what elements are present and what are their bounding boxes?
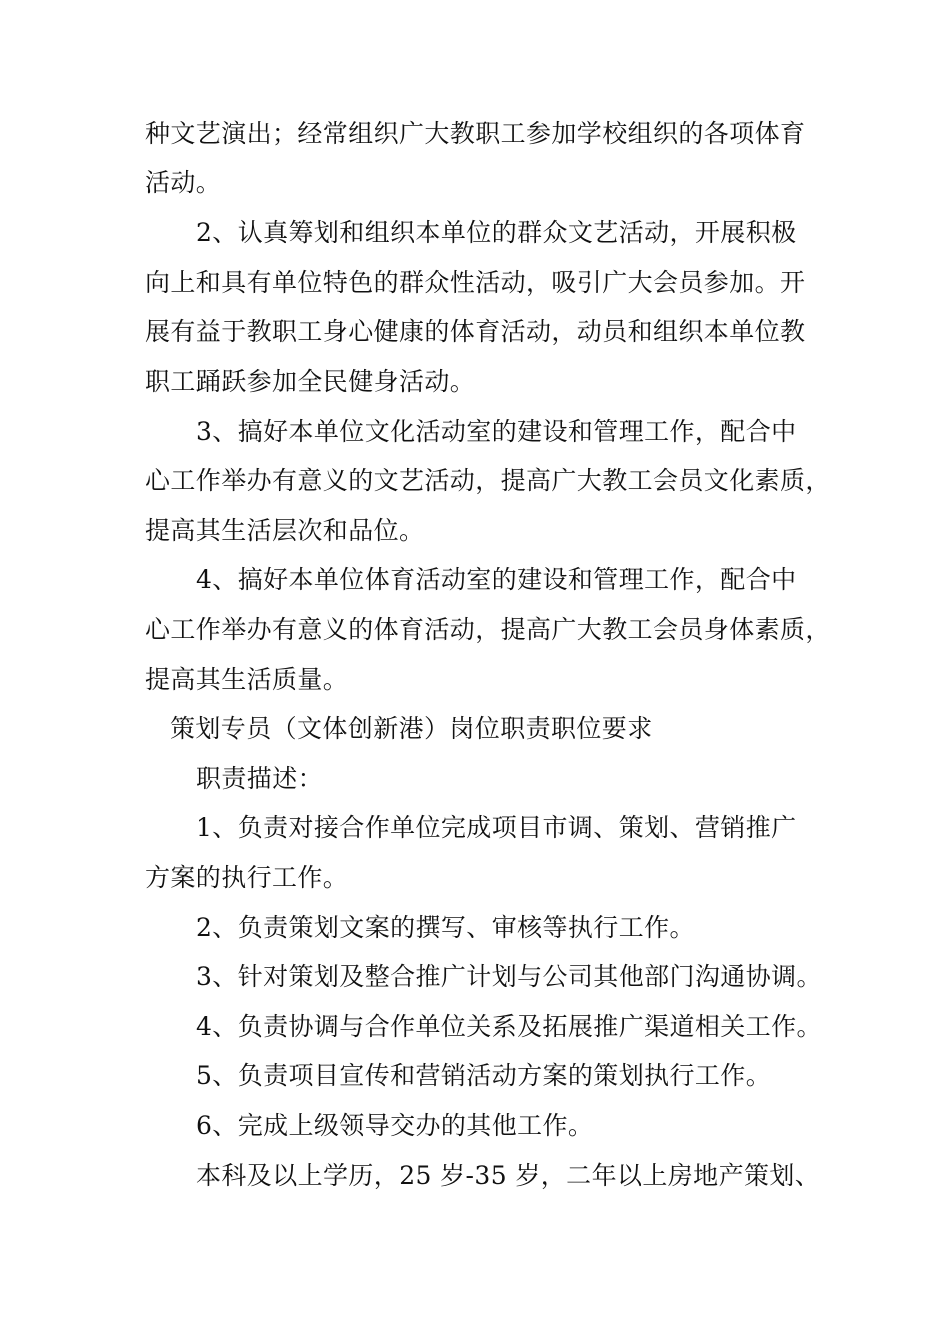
paragraph-line: 活动。 [145,168,222,197]
paragraph-line: 向上和具有单位特色的群众性活动，吸引广大会员参加。开 [145,268,806,297]
section-heading: 策划专员（文体创新港）岗位职责职位要求 [170,714,653,743]
paragraph-line: 6、完成上级领导交办的其他工作。 [196,1111,594,1140]
paragraph-line: 方案的执行工作。 [145,863,349,892]
paragraph-line: 2、负责策划文案的撰写、审核等执行工作。 [196,913,695,942]
paragraph-line: 2、认真筹划和组织本单位的群众文艺活动，开展积极 [196,218,797,247]
paragraph-line: 心工作举办有意义的体育活动，提高广大教工会员身体素质， [145,615,831,644]
paragraph-line: 4、负责协调与合作单位关系及拓展推广渠道相关工作。 [196,1012,822,1041]
paragraph-line: 心工作举办有意义的文艺活动，提高广大教工会员文化素质， [145,466,831,495]
paragraph-line: 职责描述： [196,764,324,793]
paragraph-line: 3、搞好本单位文化活动室的建设和管理工作，配合中 [196,417,797,446]
paragraph-line: 种文艺演出；经常组织广大教职工参加学校组织的各项体育 [145,119,806,148]
paragraph-line: 1、负责对接合作单位完成项目市调、策划、营销推广 [196,813,797,842]
paragraph-line: 提高其生活层次和品位。 [145,516,425,545]
paragraph-line: 本科及以上学历，25 岁-35 岁，二年以上房地产策划、 [196,1161,821,1190]
paragraph-line: 职工踊跃参加全民健身活动。 [145,367,476,396]
paragraph-line: 4、搞好本单位体育活动室的建设和管理工作，配合中 [196,565,797,594]
paragraph-line: 提高其生活质量。 [145,665,349,694]
paragraph-line: 3、针对策划及整合推广计划与公司其他部门沟通协调。 [196,962,822,991]
paragraph-line: 展有益于教职工身心健康的体育活动，动员和组织本单位教 [145,317,806,346]
paragraph-line: 5、负责项目宣传和营销活动方案的策划执行工作。 [196,1061,772,1090]
